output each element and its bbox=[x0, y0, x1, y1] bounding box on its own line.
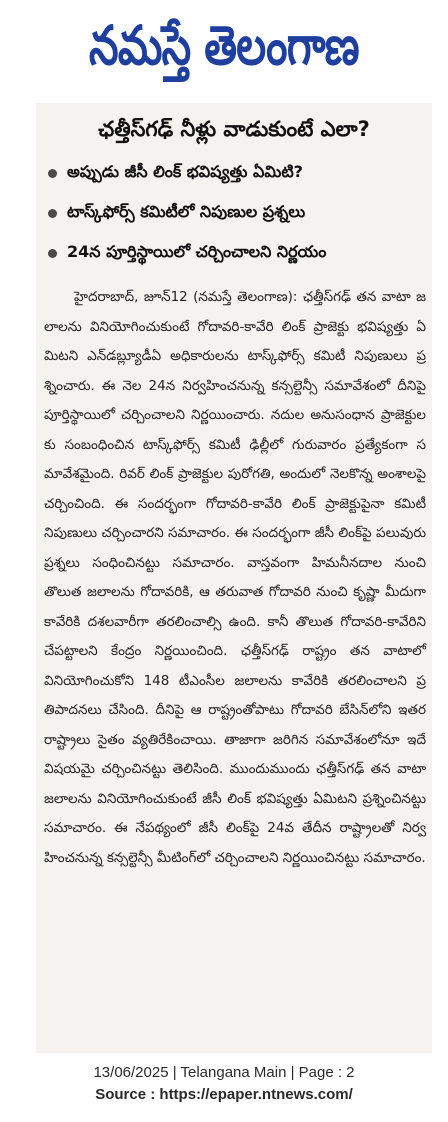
bullet-text: 24న పూర్తిస్థాయిలో చర్చించాలని నిర్ణయం bbox=[67, 241, 327, 261]
article-body: హైదరాబాద్, జూన్12 (నమస్తే తెలంగాణ): ఛత్తీస్‌గఢ్ తన వాటా జలాలను వినియోగించుకుంటే గోదావరి-కావేరి లింక్ ప్రాజెక్టు భవిష్యత్తు ఏమిటని ఎన్‌డబ్ల్యూడీఏ అధికారులను టాస్క్‌ఫోర్స్ కమిటీ నిపుణులు ప్రశ్నించారు. ఈ నెల 24న నిర్వహించనున్న కన్సల్టెన్సీ సమావేశంలో దీనిపై పూర్తిస్థాయిలో చర్చించాలని నిర్ణయించారు. నదుల అనుసంధాన ప్రాజెక్టులకు సంబంధించిన టాస్క్‌ఫోర్స్ కమిటీ ఢిల్లీలో గురువారం ప్రత్యేకంగా సమావేశమైంది. రివర్ లింక్ ప్రాజెక్టుల పురోగతి, అందులో నెలకొన్న అంశాలపై చర్చించింది. ఈ సందర్భంగా గోదావరి-కావేరి లింక్ ప్రాజెక్టుపైనా కమిటీ నిపుణులు చర్చించారని సమాచారం. ఈ సందర్భంగా జీసీ లింక్‌పై పలువురు ప్రశ్నలు సంధించినట్టు సమాచారం. వాస్తవంగా హిమనీనదాల నుంచి తొలుత జలాలను గోదావరికి, ఆ తరువాత గోదావరి నుంచి కృష్ణా మీదుగా కావేరికి దశలవారీగా తరలించాల్సి ఉంది. కానీ తొలుత గోదావరి-కావేరిని చేపట్టాలని కేంద్రం నిర్ణయించింది. ఛత్తీస్‌గఢ్ రాష్ట్రం తన వాటాలో వినియోగించుకోని 148 టీఎంసీల జలాలను కావేరికి తరలించాలని ప్రతిపాదనలు చేసింది. దీనిపై ఆ రాష్ట్రంతోపాటు గోదావరి బేసిన్‌లోని ఇతర రాష్ట్రాలు సైతం వ్యతిరేకించాయి. తాజాగా జరిగిన సమావేశంలోనూ ఇదే విషయమై చర్చించినట్టు తెలిసింది. ముందుముందు ఛత్తీస్‌గఢ్ తన వాటా జలాలను వినియోగించుకుంటే జీసీ లింక్ భవిష్యత్తు ఏమిటని ప్రశ్నించినట్టు సమాచారం. ఈ నేపథ్యంలో జీసీ లింక్‌పై 24వ తేదీన రాష్ట్రాలతో నిర్వహించనున్న కన్సల్టెన్సీ మీటింగ్‌లో చర్చించాలని నిర్ణయించినట్టు సమాచారం. bbox=[44, 289, 426, 866]
bullet-item bbox=[48, 193, 432, 233]
masthead-title: నమస్తే తెలంగాణ bbox=[89, 14, 359, 77]
masthead bbox=[0, 0, 448, 92]
footer-source-link[interactable]: Source : https://epaper.ntnews.com/ bbox=[95, 1086, 353, 1103]
bullet-text: టాస్క్‌ఫోర్స్ కమిటీలో నిపుణుల ప్రశ్నలు bbox=[67, 201, 306, 221]
footer bbox=[0, 1062, 448, 1106]
bullet-item bbox=[48, 233, 432, 273]
bullet-icon bbox=[48, 169, 57, 178]
article-headline: ఛత్తీస్‌గఢ్ నీళ్లు వాడుకుంటే ఎలా? bbox=[98, 117, 370, 141]
bullet-icon bbox=[48, 209, 57, 218]
article-clipping bbox=[36, 103, 432, 1053]
bullet-list bbox=[36, 153, 432, 273]
footer-meta: 13/06/2025 | Telangana Main | Page : 2 bbox=[93, 1064, 355, 1081]
bullet-item bbox=[48, 153, 432, 193]
bullet-text: అప్పుడు జీసీ లింక్ భవిష్యత్తు ఏమిటి? bbox=[67, 161, 303, 181]
bullet-icon bbox=[48, 249, 57, 258]
